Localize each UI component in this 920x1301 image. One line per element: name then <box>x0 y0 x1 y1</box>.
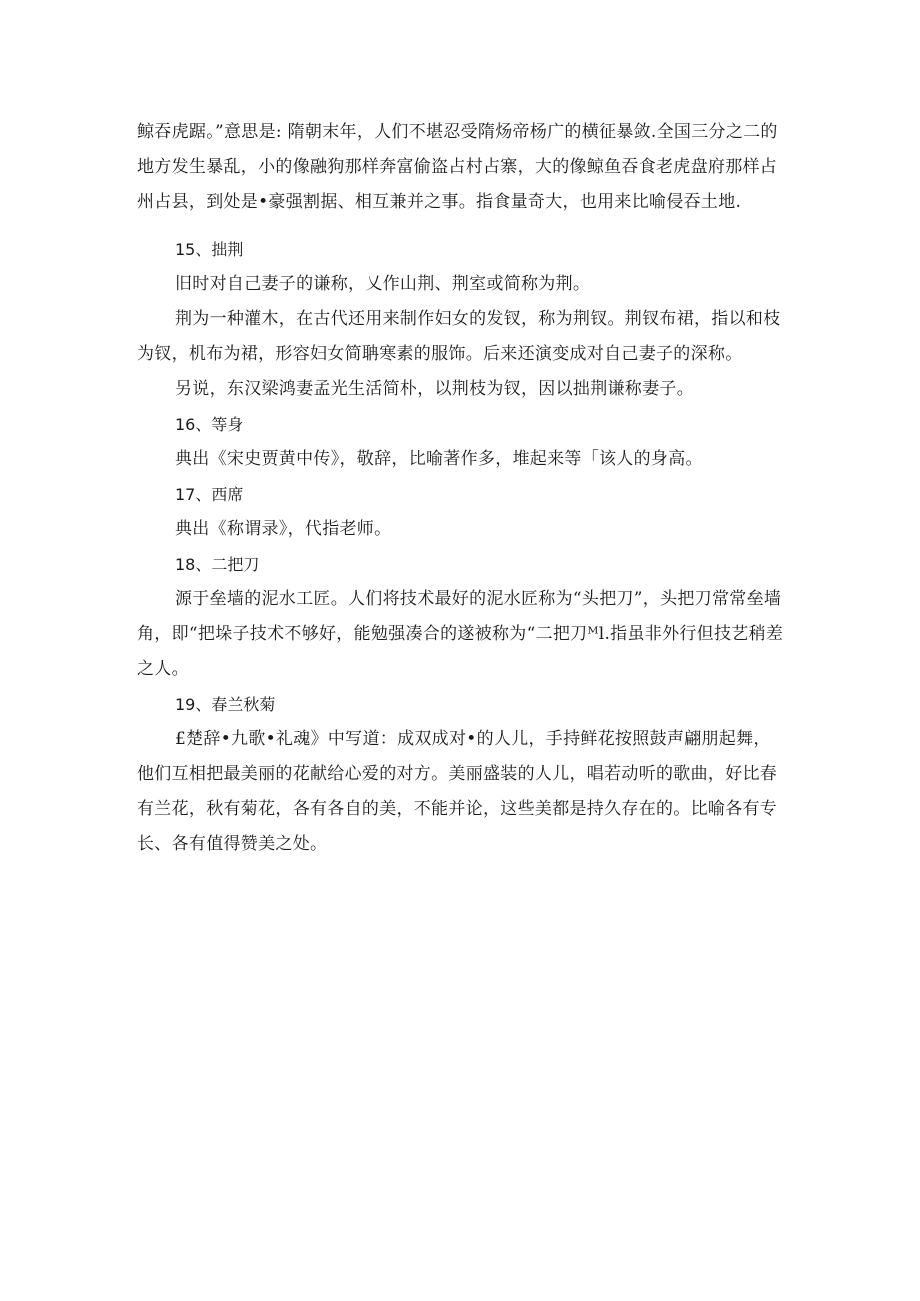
section-heading-18: 18、二把刀 <box>175 555 260 574</box>
paragraph-18: 源于垒墙的泥水工匠。人们将技术最好的泥水匠称为“头把刀”，头把刀常常垒墙角，即“把垛子技术不够好，能勉强凑合的遂被称为“二把刀ᴹl.指虽非外行但技艺稍差之人。 <box>137 589 784 679</box>
paragraph-15-alternate: 另说，东汉梁鸿妻孟光生活简朴，以荆枝为钗，因以拙荆谦称妻子。 <box>175 379 694 399</box>
paragraph-19: £楚辞•九歌•礼魂》中写道：成双成对•的人儿，手持鲜花按照鼓声翩朋起舞，他们互相把最美丽的花献给心爱的对方。美丽盛装的人儿，唱若动听的歌曲，好比春有兰花，秋有菊花，各有各自的美，不能并论，这些美都是持久存在的。比喻各有专长、各有值得赞美之处。 <box>137 729 778 854</box>
section-heading-17: 17、西席 <box>175 485 244 504</box>
section-heading-16: 16、等身 <box>175 415 244 434</box>
paragraph-15-origin: 荆为一种灌木，在古代还用来制作妇女的发钗，称为荆钗。荆钗布裙，指以和枝为钗，机布为裙，形容妇女简聃寒素的服饰。后来还演变成对自己妻子的深称。 <box>137 309 781 364</box>
section-heading-19: 19、春兰秋菊 <box>175 695 276 714</box>
paragraph-17: 典出《称谓录》，代指老师。 <box>175 519 392 539</box>
paragraph-intro: 鲸吞虎踞。”意思是: 隋朝末年，人们不堪忍受隋炀帝杨广的横征暴敛.全国三分之二的地方发生暴乱，小的像融狗那样奔富偷盗占村占寨，大的像鲸鱼吞食老虎盘府那样占州占县，到处是•豪强割据、相互兼并之事。指食量奇大，也用来比喻侵吞土地. <box>137 122 778 212</box>
section-heading-15: 15、拙荆 <box>175 240 244 259</box>
document-body <box>137 115 787 862</box>
paragraph-16: 典出《宋史贾黄中传》，敬辞，比喻著作多，堆起来等「该人的身高。 <box>175 449 703 469</box>
paragraph-15-definition: 旧时对自己妻子的谦称，乂作山荆、荆室或简称为荆。 <box>175 274 591 294</box>
